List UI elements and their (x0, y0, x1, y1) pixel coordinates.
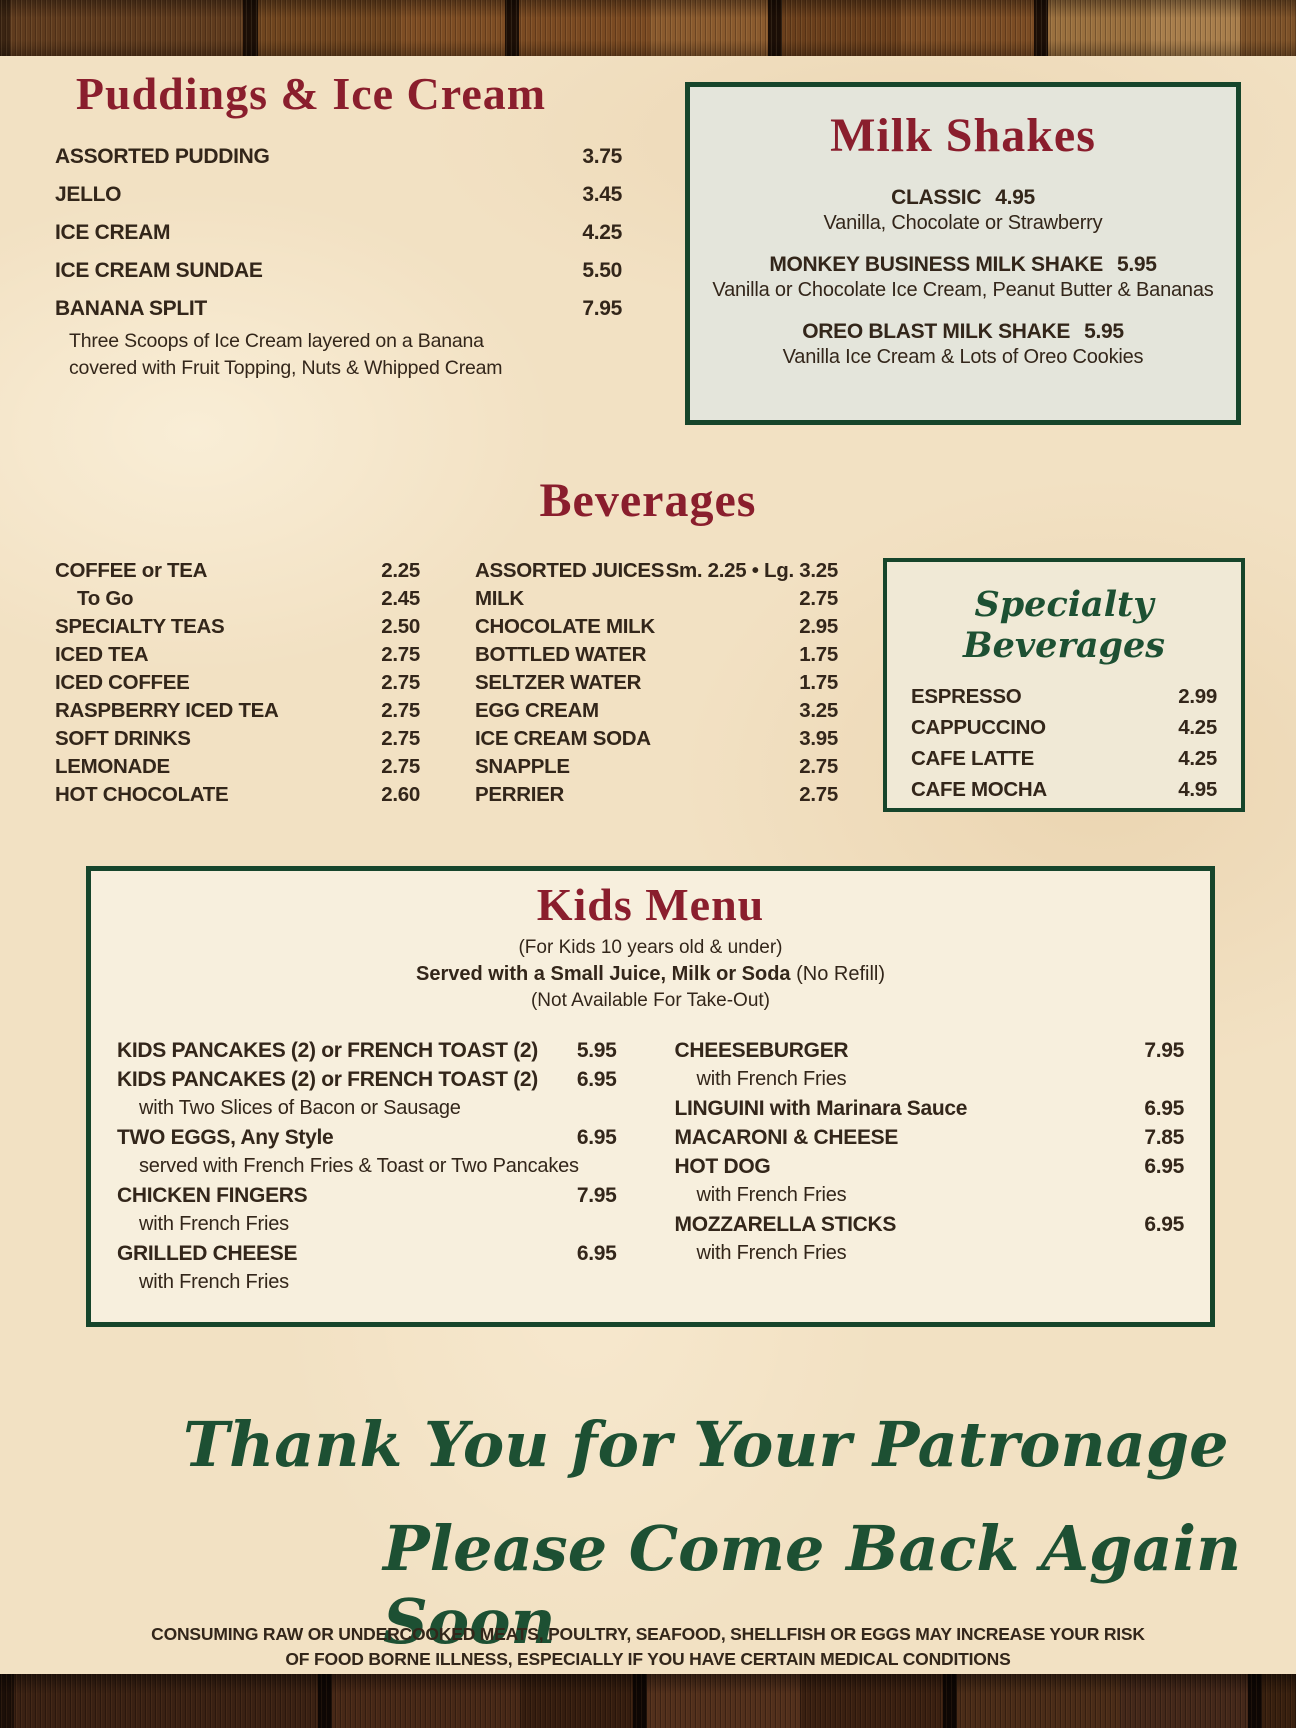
menu-item (55, 146, 622, 168)
item-price: 7.85 (1144, 1126, 1184, 1150)
item-description: Vanilla Ice Cream & Lots of Oreo Cookies (782, 346, 1144, 369)
item-price: 2.60 (381, 783, 420, 806)
item-name: ICED TEA (55, 643, 149, 666)
menu-item (117, 1123, 617, 1152)
menu-item (55, 756, 420, 784)
menu-item (911, 748, 1217, 779)
item-price: 6.95 (1144, 1097, 1184, 1121)
item-price: 2.75 (381, 755, 420, 778)
menu-item (690, 253, 1236, 303)
kids-menu-column-1 (117, 1036, 651, 1297)
item-name: CAPPUCCINO (911, 716, 1046, 739)
menu-item (117, 1036, 617, 1065)
thank-you-line-2: Please Come Back Again Soon (383, 1512, 1242, 1658)
item-price: 4.25 (1178, 747, 1217, 770)
beverages-column-2 (475, 560, 838, 812)
item-price: 1.75 (799, 671, 838, 694)
item-description: served with French Fries & Toast or Two Pancakes (139, 1155, 579, 1178)
item-price: 2.99 (1178, 685, 1217, 708)
disclaimer-line-2: OF FOOD BORNE ILLNESS, ESPECIALLY IF YOU HAVE CERTAIN MEDICAL CONDITIONS (285, 1649, 1011, 1669)
menu-item (475, 728, 838, 756)
puddings-items (55, 146, 622, 382)
item-name: CHEESEBURGER (674, 1039, 849, 1063)
menu-item (675, 1210, 1185, 1239)
menu-item (55, 184, 622, 206)
item-name: ASSORTED PUDDING (55, 145, 270, 169)
item-name: GRILLED CHEESE (117, 1242, 298, 1266)
menu-item (475, 700, 838, 728)
item-name: LINGUINI with Marinara Sauce (674, 1097, 968, 1121)
item-name: RASPBERRY ICED TEA (55, 699, 279, 722)
specialty-beverages-box (883, 558, 1245, 812)
kids-menu-box (86, 866, 1215, 1327)
item-name: To Go (77, 587, 134, 610)
item-description: with French Fries (696, 1068, 847, 1091)
item-price: 4.95 (995, 186, 1035, 210)
item-name: HOT CHOCOLATE (55, 783, 229, 806)
menu-item (475, 616, 838, 644)
item-description: with French Fries (696, 1184, 847, 1207)
puddings-section (55, 70, 622, 382)
item-price: 4.25 (582, 221, 622, 245)
item-name: KIDS PANCAKES (2) or FRENCH TOAST (2) (117, 1039, 538, 1063)
menu-item (55, 260, 622, 282)
wood-plank-top-border (0, 0, 1296, 56)
item-name: KIDS PANCAKES (2) or FRENCH TOAST (2) (117, 1068, 538, 1092)
menu-item (55, 644, 420, 672)
menu-item (117, 1239, 617, 1268)
item-price: 5.95 (1084, 320, 1124, 344)
kids-menu-note-takeout: (Not Available For Take-Out) (530, 990, 770, 1012)
item-name: SNAPPLE (475, 755, 570, 778)
menu-item (475, 588, 838, 616)
menu-item (475, 756, 838, 784)
item-price: 3.95 (799, 727, 838, 750)
item-name: MACARONI & CHEESE (674, 1126, 899, 1150)
menu-item (475, 784, 838, 812)
item-price: 2.75 (799, 783, 838, 806)
item-price: 1.75 (799, 643, 838, 666)
item-name: CHOCOLATE MILK (475, 615, 655, 638)
menu-item (675, 1152, 1185, 1181)
item-price: 3.45 (582, 183, 622, 207)
menu-item (55, 222, 622, 244)
item-price: 7.95 (582, 297, 622, 321)
item-price: 5.50 (582, 259, 622, 283)
item-price: 6.95 (1144, 1213, 1184, 1237)
food-safety-disclaimer (0, 1622, 1296, 1672)
item-name: ASSORTED JUICES (475, 559, 665, 582)
milkshakes-title: Milk Shakes (830, 109, 1096, 162)
item-name: HOT DOG (674, 1155, 771, 1179)
item-price: 2.45 (381, 587, 420, 610)
item-price: 5.95 (576, 1039, 617, 1063)
item-description: with Two Slices of Bacon or Sausage (139, 1097, 461, 1120)
item-price: 6.95 (576, 1242, 617, 1266)
item-name: ESPRESSO (911, 685, 1022, 708)
specialty-title: Specialty Beverages (962, 584, 1166, 666)
menu-item (475, 560, 838, 588)
item-description: with French Fries (139, 1213, 289, 1236)
item-name: SPECIALTY TEAS (55, 615, 225, 638)
item-name: EGG CREAM (475, 699, 599, 722)
item-price: 4.95 (1178, 778, 1217, 801)
menu-item (911, 686, 1217, 717)
beverages-title: Beverages (539, 474, 757, 527)
menu-item (690, 320, 1236, 370)
item-name: BANANA SPLIT (55, 297, 207, 321)
item-name: MOZZARELLA STICKS (674, 1213, 897, 1237)
item-name: JELLO (55, 183, 122, 207)
beverages-column-1 (55, 560, 420, 812)
menu-item (675, 1123, 1185, 1152)
item-name: ICE CREAM SUNDAE (55, 259, 263, 283)
item-name: SELTZER WATER (475, 671, 642, 694)
item-name: CHICKEN FINGERS (117, 1184, 308, 1208)
item-price: 6.95 (1144, 1155, 1184, 1179)
wood-plank-bottom-border (0, 1674, 1296, 1728)
disclaimer-line-1: CONSUMING RAW OR UNDERCOOKED MEATS, POULTRY, SEAFOOD, SHELLFISH OR EGGS MAY INCREASE YOUR RISK (151, 1624, 1145, 1644)
item-name: ICED COFFEE (55, 671, 190, 694)
menu-item (911, 717, 1217, 748)
item-price: 3.25 (799, 699, 838, 722)
item-price: 2.75 (381, 643, 420, 666)
item-price: 2.75 (381, 727, 420, 750)
item-price: 2.95 (799, 615, 838, 638)
puddings-title: Puddings & Ice Cream (75, 68, 547, 119)
item-price: Sm. 2.25 • Lg. 3.25 (665, 559, 838, 582)
item-price: 6.95 (576, 1068, 617, 1092)
item-price: 2.25 (381, 559, 420, 582)
item-name: CAFE MOCHA (911, 778, 1047, 801)
item-name: CLASSIC (891, 186, 982, 210)
menu-item (55, 784, 420, 812)
item-price: 5.95 (1117, 253, 1157, 277)
kids-menu-note-age: (For Kids 10 years old & under) (518, 937, 783, 959)
item-name: LEMONADE (55, 755, 170, 778)
menu-item (475, 672, 838, 700)
item-price: 2.50 (381, 615, 420, 638)
kids-menu-column-2 (651, 1036, 1185, 1297)
item-name: PERRIER (475, 783, 565, 806)
menu-item (55, 672, 420, 700)
menu-item (55, 700, 420, 728)
item-price: 7.95 (1144, 1039, 1184, 1063)
item-price: 2.75 (799, 587, 838, 610)
menu-item (55, 728, 420, 756)
menu-item (675, 1094, 1185, 1123)
item-price: 2.75 (381, 699, 420, 722)
item-price: 7.95 (576, 1184, 617, 1208)
item-name: CAFE LATTE (911, 747, 1035, 770)
menu-item (911, 779, 1217, 810)
item-price: 6.95 (576, 1126, 617, 1150)
menu-item (475, 644, 838, 672)
kids-menu-note-drink: Served with a Small Juice, Milk or Soda (No Refill) (415, 963, 886, 986)
kids-menu-title: Kids Menu (536, 879, 765, 930)
item-name: OREO BLAST MILK SHAKE (802, 320, 1071, 344)
item-description: with French Fries (139, 1271, 289, 1294)
item-price: 4.25 (1178, 716, 1217, 739)
menu-item (55, 298, 622, 320)
item-name: COFFEE or TEA (55, 559, 208, 582)
item-name: MILK (475, 587, 524, 610)
menu-item (675, 1036, 1185, 1065)
item-name: MONKEY BUSINESS MILK SHAKE (769, 253, 1103, 277)
menu-item (55, 588, 420, 616)
item-price: 2.75 (381, 671, 420, 694)
item-description: Three Scoops of Ice Cream layered on a Banana covered with Fruit Topping, Nuts & Whipped Cream (69, 330, 503, 380)
item-name: ICE CREAM SODA (475, 727, 651, 750)
thank-you-line-1: Thank You for Your Patronage (183, 1408, 1229, 1481)
item-description: with French Fries (696, 1242, 847, 1265)
item-description: Vanilla, Chocolate or Strawberry (823, 212, 1103, 235)
item-price: 2.75 (799, 755, 838, 778)
item-name: BOTTLED WATER (475, 643, 647, 666)
menu-item (55, 560, 420, 588)
item-price: 3.75 (582, 145, 622, 169)
item-name: TWO EGGS, Any Style (117, 1126, 334, 1150)
item-name: ICE CREAM (55, 221, 171, 245)
menu-item (690, 186, 1236, 236)
item-description: Vanilla or Chocolate Ice Cream, Peanut Butter & Bananas (712, 279, 1214, 302)
menu-item (117, 1065, 617, 1094)
item-name: SOFT DRINKS (55, 727, 191, 750)
menu-item (55, 616, 420, 644)
menu-item (117, 1181, 617, 1210)
milkshakes-box (685, 82, 1241, 425)
